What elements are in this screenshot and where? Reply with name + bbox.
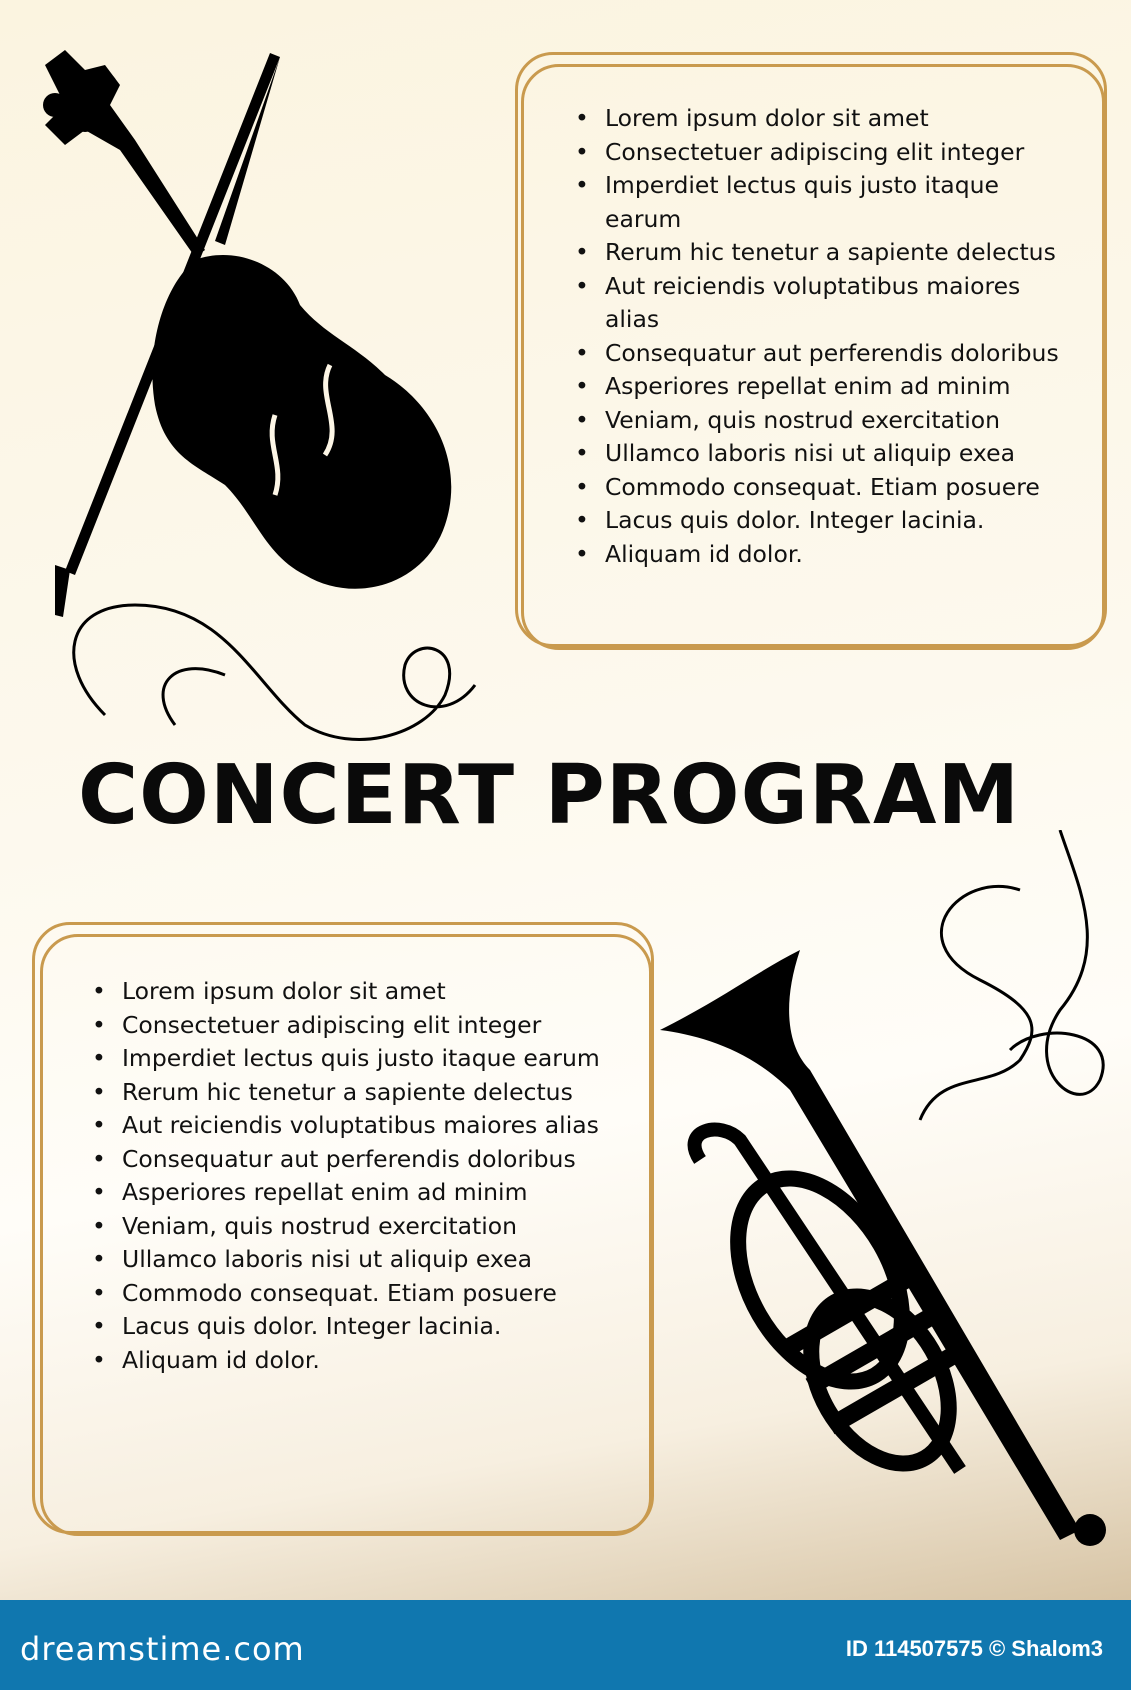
page-title: CONCERT PROGRAM	[78, 748, 1021, 843]
list-item: • Aliquam id dolor.	[92, 1344, 602, 1378]
list-item: • Commodo consequat. Etiam posuere	[575, 471, 1065, 505]
list-item: • Commodo consequat. Etiam posuere	[92, 1277, 602, 1311]
list-item: • Rerum hic tenetur a sapiente delectus	[575, 236, 1065, 270]
list-item: • Consectetuer adipiscing elit integer	[92, 1009, 602, 1043]
list-item: • Aliquam id dolor.	[575, 538, 1065, 572]
list-item: • Ullamco laboris nisi ut aliquip exea	[575, 437, 1065, 471]
list-item: • Lorem ipsum dolor sit amet	[575, 102, 1065, 136]
list-item: • Rerum hic tenetur a sapiente delectus	[92, 1076, 602, 1110]
top-program-list	[575, 102, 1065, 571]
violin-illustration	[25, 45, 495, 745]
footer-bar	[0, 1600, 1131, 1690]
list-item: • Ullamco laboris nisi ut aliquip exea	[92, 1243, 602, 1277]
list-item: • Lorem ipsum dolor sit amet	[92, 975, 602, 1009]
trumpet-illustration	[660, 830, 1120, 1550]
bottom-program-list	[92, 975, 602, 1377]
list-item: • Veniam, quis nostrud exercitation	[575, 404, 1065, 438]
list-item: • Consequatur aut perferendis doloribus	[575, 337, 1065, 371]
bottom-program-box	[32, 922, 654, 1534]
list-item: • Aut reiciendis voluptatibus maiores alias	[575, 270, 1065, 337]
list-item: • Aut reiciendis voluptatibus maiores alias	[92, 1109, 602, 1143]
top-program-box	[515, 52, 1107, 647]
brand-logo[interactable]: dreamstime.com	[20, 1630, 305, 1668]
image-credit: ID 114507575 © Shalom3	[845, 1636, 1103, 1661]
list-item: • Consequatur aut perferendis doloribus	[92, 1143, 602, 1177]
list-item: • Veniam, quis nostrud exercitation	[92, 1210, 602, 1244]
list-item: • Asperiores repellat enim ad minim	[92, 1176, 602, 1210]
list-item: • Consectetuer adipiscing elit integer	[575, 136, 1065, 170]
list-item: • Asperiores repellat enim ad minim	[575, 370, 1065, 404]
list-item: • Imperdiet lectus quis justo itaque earum	[92, 1042, 602, 1076]
list-item: • Imperdiet lectus quis justo itaque earum	[575, 169, 1065, 236]
list-item: • Lacus quis dolor. Integer lacinia.	[92, 1310, 602, 1344]
list-item: • Lacus quis dolor. Integer lacinia.	[575, 504, 1065, 538]
